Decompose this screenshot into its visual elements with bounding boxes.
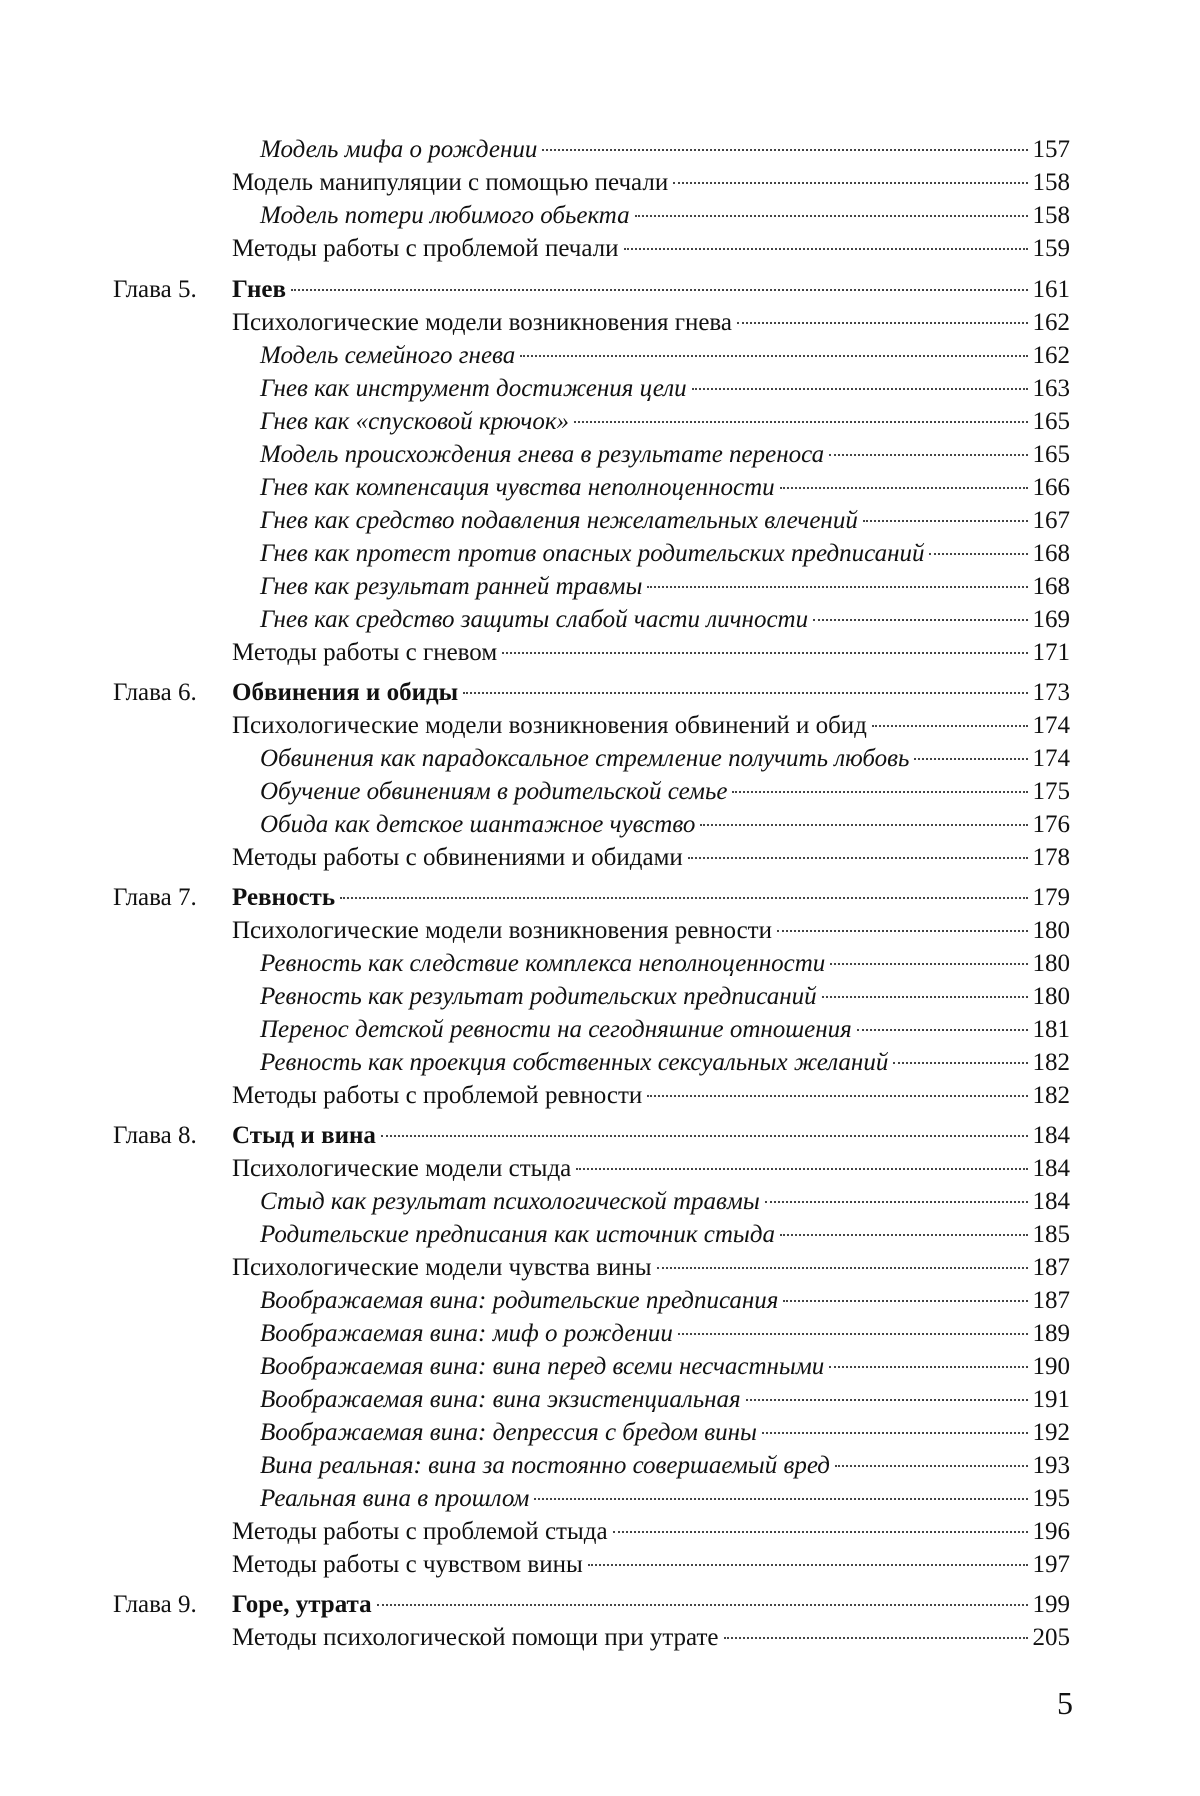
- toc-entry-title: Ревность как следствие комплекса неполноценности: [260, 950, 826, 977]
- dot-leader: [724, 1637, 1028, 1639]
- toc-entry-page: 180: [1032, 983, 1070, 1010]
- toc-entry-title: Методы работы с чувством вины: [232, 1551, 583, 1578]
- toc-entry: [260, 1384, 1070, 1416]
- toc-entry-title: Гнев как компенсация чувства неполноценности: [260, 474, 775, 501]
- toc-entry-title: Модель потери любимого обьекта: [260, 202, 630, 229]
- toc-entry-page: 167: [1032, 507, 1070, 534]
- toc-entry-page: 176: [1032, 811, 1070, 838]
- toc-entry-title: Воображаемая вина: вина экзистенциальная: [260, 1386, 741, 1413]
- dot-leader: [765, 1201, 1028, 1203]
- dot-leader: [700, 824, 1027, 826]
- dot-leader: [647, 1095, 1027, 1097]
- toc-entry-page: 165: [1032, 408, 1070, 435]
- toc-entry: [260, 1219, 1070, 1251]
- toc-entry: [232, 1549, 1070, 1581]
- toc-entry-page: 193: [1032, 1452, 1070, 1479]
- toc-entry-page: 171: [1032, 639, 1070, 666]
- toc-entry: [232, 915, 1070, 947]
- toc-entry-page: 158: [1032, 202, 1070, 229]
- toc-entry-page: 158: [1032, 169, 1070, 196]
- dot-leader: [829, 1366, 1027, 1368]
- toc-entry: [232, 882, 1070, 914]
- dot-leader: [613, 1531, 1028, 1533]
- chapter-label: Глава 8.: [113, 1122, 197, 1149]
- dot-leader: [340, 897, 1027, 899]
- toc-entry-title: Модель мифа о рождении: [260, 136, 538, 163]
- toc-entry-title: Стыд и вина: [232, 1122, 376, 1149]
- toc-entry: [232, 1589, 1070, 1621]
- toc-entry: [260, 200, 1070, 232]
- toc-entry: [260, 134, 1070, 166]
- dot-leader: [692, 388, 1028, 390]
- toc-entry: [260, 571, 1070, 603]
- toc-entry-title: Гнев как «спусковой крючок»: [260, 408, 570, 435]
- toc-entry-title: Модель манипуляции с помощью печали: [232, 169, 669, 196]
- dot-leader: [657, 1267, 1028, 1269]
- toc-entry-page: 182: [1032, 1082, 1070, 1109]
- dot-leader: [777, 930, 1028, 932]
- toc-entry: [260, 406, 1070, 438]
- toc-entry-page: 182: [1032, 1049, 1070, 1076]
- page-number: 5: [1057, 1685, 1073, 1721]
- toc-entry: [260, 776, 1070, 808]
- toc-entry: [260, 340, 1070, 372]
- toc-entry: [260, 1450, 1070, 1482]
- dot-leader: [576, 1168, 1027, 1170]
- toc-entry-page: 162: [1032, 342, 1070, 369]
- toc-entry: [260, 1318, 1070, 1350]
- toc-entry-title: Воображаемая вина: депрессия с бредом вины: [260, 1419, 757, 1446]
- dot-leader: [534, 1498, 1027, 1500]
- toc-entry-title: Методы работы с проблемой печали: [232, 235, 619, 262]
- toc-entry-page: 192: [1032, 1419, 1070, 1446]
- chapter-label: Глава 6.: [113, 679, 197, 706]
- toc-entry-page: 189: [1032, 1320, 1070, 1347]
- toc-entry-page: 185: [1032, 1221, 1070, 1248]
- dot-leader: [914, 758, 1027, 760]
- dot-leader: [647, 586, 1027, 588]
- toc-entry-title: Воображаемая вина: вина перед всеми несчастными: [260, 1353, 825, 1380]
- dot-leader: [588, 1564, 1028, 1566]
- dot-leader: [291, 289, 1028, 291]
- dot-leader: [822, 996, 1028, 998]
- dot-leader: [381, 1135, 1028, 1137]
- dot-leader: [863, 520, 1028, 522]
- toc-entry: [232, 1622, 1070, 1654]
- toc-entry-title: Родительские предписания как источник стыда: [260, 1221, 775, 1248]
- toc-entry-title: Модель семейного гнева: [260, 342, 516, 369]
- toc-entry-title: Обучение обвинениям в родительской семье: [260, 778, 728, 805]
- toc-entry-title: Вина реальная: вина за постоянно совершаемый вред: [260, 1452, 830, 1479]
- dot-leader: [813, 619, 1027, 621]
- dot-leader: [673, 182, 1027, 184]
- toc-entry-page: 168: [1032, 573, 1070, 600]
- toc-entry: [260, 981, 1070, 1013]
- toc-entry: [232, 677, 1070, 709]
- toc-entry: [260, 373, 1070, 405]
- toc-entry: [232, 1120, 1070, 1152]
- toc-entry-title: Обвинения и обиды: [232, 679, 459, 706]
- toc-entry-page: 162: [1032, 309, 1070, 336]
- toc-entry: [260, 1047, 1070, 1079]
- toc-entry: [260, 1417, 1070, 1449]
- toc-entry-page: 169: [1032, 606, 1070, 633]
- toc-entry-page: 179: [1032, 884, 1070, 911]
- toc-entry: [260, 1351, 1070, 1383]
- toc-entry-page: 163: [1032, 375, 1070, 402]
- toc-entry-title: Методы работы с проблемой ревности: [232, 1082, 643, 1109]
- toc-entry-page: 197: [1032, 1551, 1070, 1578]
- toc-entry-page: 180: [1032, 917, 1070, 944]
- toc-entry: [260, 472, 1070, 504]
- toc-entry: [260, 505, 1070, 537]
- toc-entry: [232, 710, 1070, 742]
- toc-entry-title: Психологические модели стыда: [232, 1155, 572, 1182]
- dot-leader: [624, 248, 1028, 250]
- toc-entry: [260, 948, 1070, 980]
- toc-entry: [232, 637, 1070, 669]
- toc-entry-page: 184: [1032, 1188, 1070, 1215]
- toc-entry-page: 173: [1032, 679, 1070, 706]
- toc-entry-title: Гнев как результат ранней травмы: [260, 573, 643, 600]
- toc-entry-title: Обида как детское шантажное чувство: [260, 811, 696, 838]
- dot-leader: [830, 963, 1027, 965]
- dot-leader: [835, 1465, 1028, 1467]
- toc-entry-page: 195: [1032, 1485, 1070, 1512]
- toc-entry: [260, 809, 1070, 841]
- toc-entry: [260, 439, 1070, 471]
- toc-entry-title: Модель происхождения гнева в результате переноса: [260, 441, 825, 468]
- toc-entry-title: Перенос детской ревности на сегодняшние отношения: [260, 1016, 852, 1043]
- toc-entry-title: Психологические модели возникновения гнева: [232, 309, 732, 336]
- toc-entry-page: 187: [1032, 1254, 1070, 1281]
- dot-leader: [857, 1029, 1028, 1031]
- dot-leader: [872, 725, 1028, 727]
- toc-entry-page: 174: [1032, 745, 1070, 772]
- toc-entry: [232, 1153, 1070, 1185]
- toc-entry: [232, 307, 1070, 339]
- chapter-label: Глава 9.: [113, 1591, 197, 1618]
- toc-entry-page: 161: [1032, 276, 1070, 303]
- toc-entry-page: 157: [1032, 136, 1070, 163]
- toc-entry-page: 199: [1032, 1591, 1070, 1618]
- dot-leader: [635, 215, 1028, 217]
- toc-entry-title: Гнев: [232, 276, 286, 303]
- toc-entry-page: 196: [1032, 1518, 1070, 1545]
- toc-entry-page: 180: [1032, 950, 1070, 977]
- toc-entry-title: Гнев как протест против опасных родительских предписаний: [260, 540, 925, 567]
- toc-entry: [260, 743, 1070, 775]
- toc-entry: [232, 1252, 1070, 1284]
- toc-entry: [232, 167, 1070, 199]
- toc-entry-page: 184: [1032, 1122, 1070, 1149]
- toc-entry-page: 175: [1032, 778, 1070, 805]
- toc-entry-page: 181: [1032, 1016, 1070, 1043]
- toc-entry: [260, 604, 1070, 636]
- toc-entry-title: Ревность: [232, 884, 336, 911]
- toc-entry-title: Психологические модели возникновения обвинений и обид: [232, 712, 867, 739]
- dot-leader: [574, 421, 1027, 423]
- dot-leader: [929, 553, 1027, 555]
- dot-leader: [688, 857, 1028, 859]
- toc-entry-title: Гнев как инструмент достижения цели: [260, 375, 687, 402]
- dot-leader: [780, 1234, 1028, 1236]
- toc-entry-title: Воображаемая вина: родительские предписания: [260, 1287, 779, 1314]
- dot-leader: [893, 1062, 1027, 1064]
- dot-leader: [520, 355, 1027, 357]
- toc-entry: [232, 274, 1070, 306]
- dot-leader: [783, 1300, 1027, 1302]
- toc-entry: [232, 1516, 1070, 1548]
- dot-leader: [732, 791, 1027, 793]
- toc-entry-title: Гнев как средство защиты слабой части личности: [260, 606, 809, 633]
- toc-entry: [260, 1186, 1070, 1218]
- toc-entry-title: Стыд как результат психологической травмы: [260, 1188, 760, 1215]
- dot-leader: [737, 322, 1028, 324]
- toc-entry: [260, 1014, 1070, 1046]
- toc-entry-title: Методы работы с гневом: [232, 639, 498, 666]
- dot-leader: [829, 454, 1027, 456]
- toc-entry: [260, 1483, 1070, 1515]
- toc-entry: [232, 233, 1070, 265]
- toc-entry-page: 174: [1032, 712, 1070, 739]
- toc-entry-page: 165: [1032, 441, 1070, 468]
- dot-leader: [746, 1399, 1028, 1401]
- toc-entry-page: 178: [1032, 844, 1070, 871]
- toc-entry-title: Ревность как результат родительских предписаний: [260, 983, 817, 1010]
- toc-entry-page: 184: [1032, 1155, 1070, 1182]
- toc-entry: [260, 538, 1070, 570]
- toc-entry-page: 159: [1032, 235, 1070, 262]
- toc-entry-title: Психологические модели чувства вины: [232, 1254, 652, 1281]
- dot-leader: [762, 1432, 1028, 1434]
- toc-entry: [232, 842, 1070, 874]
- toc-entry-page: 191: [1032, 1386, 1070, 1413]
- toc-entry-title: Гнев как средство подавления нежелательных влечений: [260, 507, 858, 534]
- toc-entry-title: Воображаемая вина: миф о рождении: [260, 1320, 673, 1347]
- dot-leader: [502, 652, 1027, 654]
- dot-leader: [780, 487, 1028, 489]
- dot-leader: [463, 692, 1027, 694]
- toc-entry-title: Методы психологической помощи при утрате: [232, 1624, 719, 1651]
- toc-entry-page: 168: [1032, 540, 1070, 567]
- toc-entry-title: Методы работы с обвинениями и обидами: [232, 844, 683, 871]
- toc-entry-title: Методы работы с проблемой стыда: [232, 1518, 608, 1545]
- chapter-label: Глава 5.: [113, 276, 197, 303]
- toc-entry-title: Обвинения как парадоксальное стремление получить любовь: [260, 745, 910, 772]
- toc-entry-title: Реальная вина в прошлом: [260, 1485, 530, 1512]
- toc-entry-title: Психологические модели возникновения ревности: [232, 917, 772, 944]
- toc-entry-title: Ревность как проекция собственных сексуальных желаний: [260, 1049, 889, 1076]
- toc-entry: [260, 1285, 1070, 1317]
- toc-entry-page: 190: [1032, 1353, 1070, 1380]
- toc-entry-page: 166: [1032, 474, 1070, 501]
- dot-leader: [678, 1333, 1028, 1335]
- dot-leader: [377, 1604, 1028, 1606]
- toc-entry: [232, 1080, 1070, 1112]
- toc-entry-page: 187: [1032, 1287, 1070, 1314]
- chapter-label: Глава 7.: [113, 884, 197, 911]
- toc-entry-page: 205: [1032, 1624, 1070, 1651]
- dot-leader: [542, 149, 1027, 151]
- toc-entry-title: Горе, утрата: [232, 1591, 372, 1618]
